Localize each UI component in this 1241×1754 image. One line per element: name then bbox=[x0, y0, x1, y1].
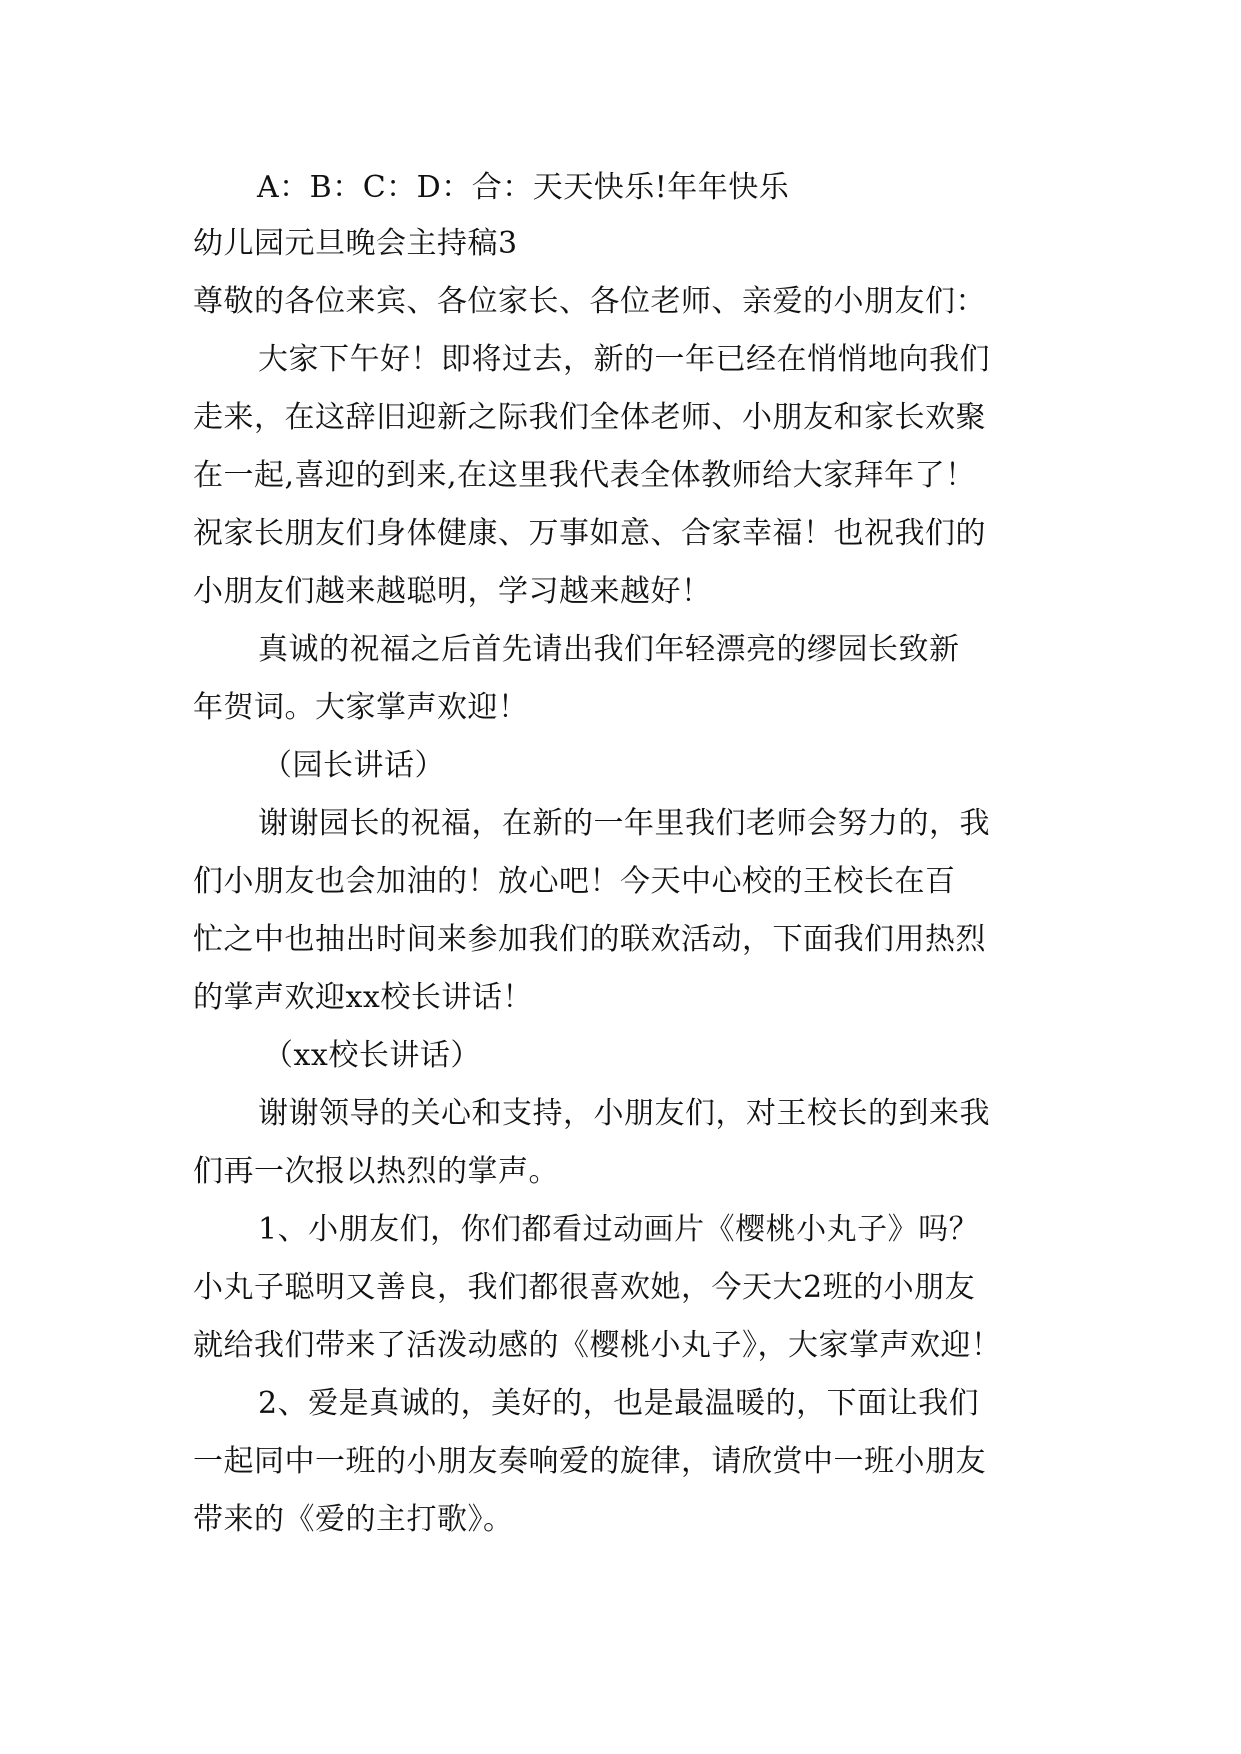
text-line-8: 小朋友们越来越聪明，学习越来越好！ bbox=[193, 574, 712, 609]
text-line-1: A：B：C：D：合：天天快乐!年年快乐 bbox=[257, 170, 790, 205]
text-line-22: 2、爱是真诚的，美好的，也是最温暖的，下面让我们 bbox=[258, 1386, 980, 1421]
text-line-9: 真诚的祝福之后首先请出我们年轻漂亮的缪园长致新 bbox=[258, 632, 960, 667]
text-line-14: 忙之中也抽出时间来参加我们的联欢活动，下面我们用热烈 bbox=[193, 922, 986, 957]
text-line-17: 谢谢领导的关心和支持，小朋友们，对王校长的到来我 bbox=[258, 1096, 990, 1131]
text-line-7: 祝家长朋友们身体健康、万事如意、合家幸福！也祝我们的 bbox=[193, 516, 986, 551]
document-heading: 幼儿园元旦晚会主持稿3 bbox=[193, 226, 518, 261]
text-line-19: 1、小朋友们，你们都看过动画片《樱桃小丸子》吗？ bbox=[258, 1212, 980, 1247]
text-line-13: 们小朋友也会加油的！放心吧！今天中心校的王校长在百 bbox=[193, 864, 956, 899]
text-line-16: （xx校长讲话） bbox=[263, 1038, 481, 1073]
text-line-24: 带来的《爱的主打歌》。 bbox=[193, 1502, 514, 1537]
text-line-4: 大家下午好！即将过去，新的一年已经在悄悄地向我们 bbox=[258, 342, 990, 377]
text-line-18: 们再一次报以热烈的掌声。 bbox=[193, 1154, 559, 1189]
text-line-5: 走来，在这辞旧迎新之际我们全体老师、小朋友和家长欢聚 bbox=[193, 400, 986, 435]
text-line-12: 谢谢园长的祝福，在新的一年里我们老师会努力的，我 bbox=[258, 806, 990, 841]
text-line-21: 就给我们带来了活泼动感的《樱桃小丸子》，大家掌声欢迎！ bbox=[193, 1328, 1002, 1363]
text-line-20: 小丸子聪明又善良，我们都很喜欢她，今天大2班的小朋友 bbox=[193, 1270, 976, 1305]
text-line-10: 年贺词。大家掌声欢迎！ bbox=[193, 690, 529, 725]
text-line-23: 一起同中一班的小朋友奏响爱的旋律，请欣赏中一班小朋友 bbox=[193, 1444, 986, 1479]
text-line-11: （园长讲话） bbox=[262, 748, 445, 783]
text-line-6: 在一起,喜迎的到来,在这里我代表全体教师给大家拜年了！ bbox=[193, 458, 976, 493]
text-line-3: 尊敬的各位来宾、各位家长、各位老师、亲爱的小朋友们： bbox=[193, 284, 986, 319]
text-line-15: 的掌声欢迎xx校长讲话！ bbox=[193, 980, 533, 1015]
